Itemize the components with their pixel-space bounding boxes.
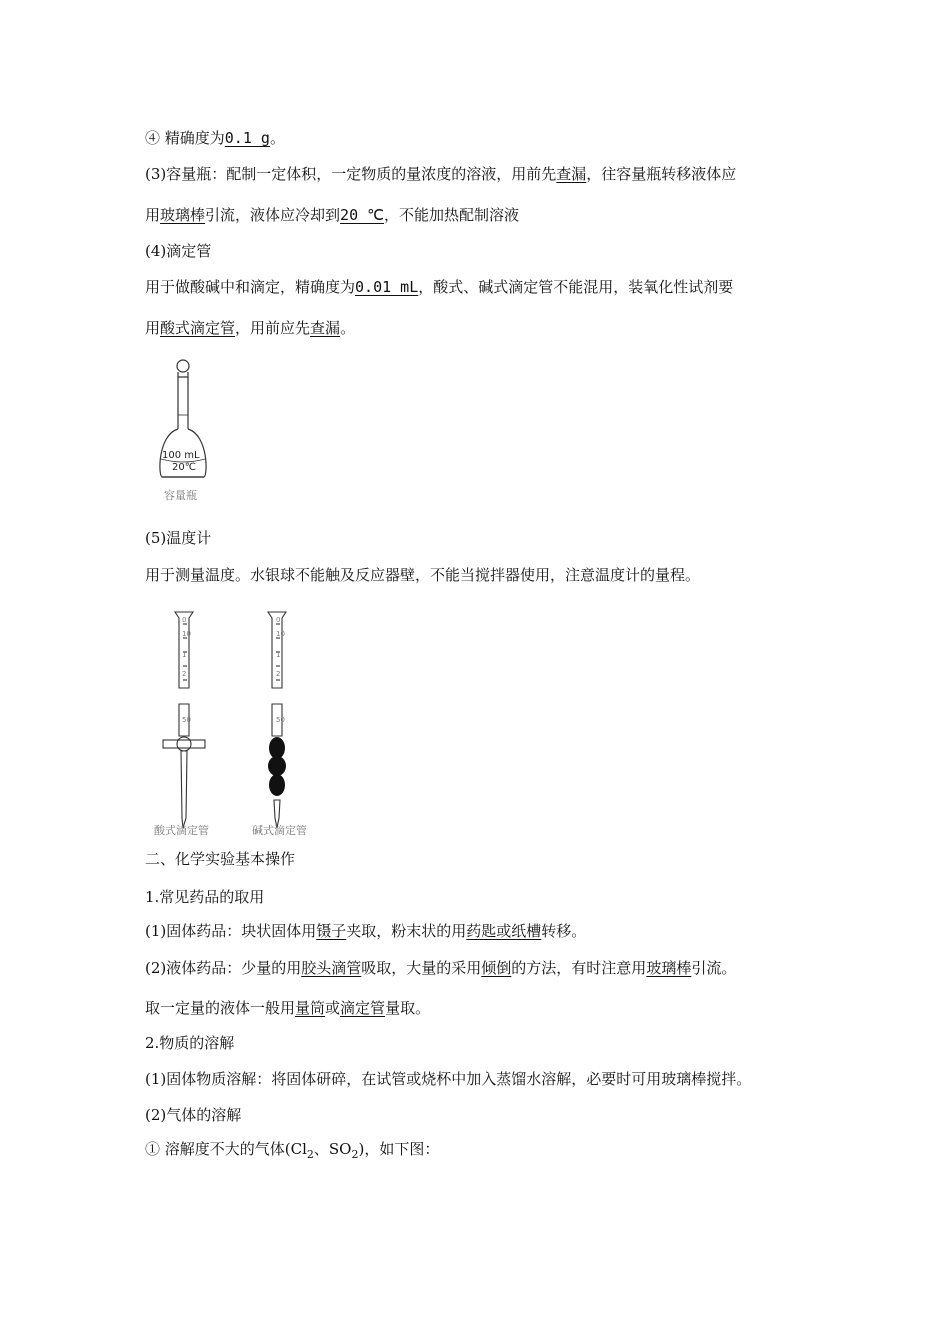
solid-reagent-line (145, 920, 586, 942)
subsection-heading: 1.常见药品的取用 (145, 888, 265, 906)
text-segment: 吸取，大量的采用 (361, 959, 482, 977)
answer-blank: 查漏 (556, 165, 587, 183)
text-segment: 引流，液体应冷却到 (205, 206, 341, 224)
base-burette-tick-label: 1 (276, 651, 281, 659)
answer-blank: 玻璃棒 (646, 959, 692, 977)
text-segment: (3)容量瓶：配制一定体积，一定物质的量浓度的溶液，用前先 (145, 165, 557, 183)
gas-dissolve-heading: (2)气体的溶解 (145, 1106, 242, 1124)
subsection-heading-2: 2.物质的溶解 (145, 1034, 235, 1052)
answer-blank: 镊子 (316, 922, 347, 940)
flask-stopper-neck (178, 372, 188, 377)
acid-burette-caption: 酸式滴定管 (154, 824, 209, 837)
subscript: 2 (306, 1148, 314, 1161)
text-segment: 取一定量的液体一般用 (145, 999, 296, 1017)
answer-blank: 药匙或纸槽 (466, 922, 542, 940)
text-segment: 用于做酸碱中和滴定，精确度为 (145, 278, 356, 296)
text-segment: ，用前应先 (235, 319, 311, 337)
answer-blank: 0.01 mL (355, 278, 419, 296)
text-segment: )，如下图： (358, 1140, 440, 1158)
text-segment: ① 溶解度不大的气体(Cl (145, 1140, 307, 1158)
base-burette-tick-label: 50 (276, 716, 285, 724)
text-segment: ，往容量瓶转移液体应 (586, 165, 737, 183)
acid-stopcock-handle (163, 740, 205, 748)
answer-blank: 0.1 g (224, 129, 270, 147)
text-segment: 的方法，有时注意用 (511, 959, 647, 977)
measure-liquid-line (145, 997, 430, 1019)
thermometer-line: 用于测量温度。水银球不能触及反应器壁，不能当搅拌器使用，注意温度计的量程。 (145, 566, 701, 584)
answer-blank: 查漏 (310, 319, 341, 337)
acid-burette-tick-label: 0 (182, 616, 187, 624)
text-segment: (1)固体药品：块状固体用 (145, 922, 317, 940)
text-segment: 用 (145, 206, 161, 224)
text-segment: 量取。 (385, 999, 431, 1017)
thermometer-heading: (5)温度计 (145, 529, 212, 547)
volumetric-flask-line-2 (145, 204, 519, 226)
acid-burette-tick-label: 2 (182, 670, 187, 678)
answer-blank: 胶头滴管 (301, 959, 362, 977)
base-burette-tick-label: 2 (276, 670, 281, 678)
answer-blank: 20 ℃ (340, 206, 384, 224)
answer-blank: 玻璃棒 (160, 206, 206, 224)
text-segment: 夹取，粉末状的用 (346, 922, 467, 940)
acid-burette-tick-label: 10 (182, 630, 191, 638)
section-heading: 二、化学实验基本操作 (145, 850, 296, 868)
text-segment: 或 (325, 999, 341, 1017)
text-segment: 、SO (313, 1140, 352, 1158)
acid-burette-tick-label: 1 (182, 651, 187, 659)
flask-neck (178, 377, 188, 429)
answer-blank: 酸式滴定管 (160, 319, 236, 337)
base-rubber-tube-2 (268, 756, 286, 776)
burette-heading: (4)滴定管 (145, 242, 212, 260)
base-rubber-tube-1 (269, 737, 285, 759)
flask-mark-volume: 100 mL (162, 450, 200, 461)
burette-line (145, 276, 733, 298)
solid-dissolve-line: (1)固体物质溶解：将固体研碎，在试管或烧杯中加入蒸馏水溶解，必要时可用玻璃棒搅拌。 (145, 1070, 752, 1088)
text-segment: (2)液体药品：少量的用 (145, 959, 302, 977)
text-segment: 转移。 (541, 922, 587, 940)
acid-tip (181, 751, 187, 828)
answer-blank: 滴定管 (340, 999, 386, 1017)
text-segment: ④ 精确度为 (145, 129, 225, 147)
acid-stopcock (177, 737, 191, 751)
precision-line (145, 127, 285, 149)
volumetric-flask-line (145, 163, 736, 185)
burette-line-2 (145, 317, 355, 339)
base-burette-tick-label: 0 (276, 616, 281, 624)
text-segment: 用 (145, 319, 161, 337)
text-segment: 引流。 (691, 959, 737, 977)
flask-mark-temp: 20℃ (172, 462, 196, 473)
text-segment: 。 (269, 129, 285, 147)
subscript: 2 (351, 1148, 359, 1161)
base-burette-tick-label: 10 (276, 630, 285, 638)
answer-blank: 倾倒 (481, 959, 512, 977)
gas-dissolve-line (145, 1138, 439, 1166)
text-segment: 。 (340, 319, 356, 337)
base-burette-caption: 碱式滴定管 (252, 824, 307, 837)
acid-burette-tick-label: 50 (182, 716, 191, 724)
text-segment: ，酸式、碱式滴定管不能混用，装氧化性试剂要 (418, 278, 734, 296)
text-segment: ，不能加热配制溶液 (384, 206, 520, 224)
base-rubber-tube-3 (269, 774, 285, 796)
answer-blank: 量筒 (295, 999, 326, 1017)
flask-caption: 容量瓶 (164, 489, 197, 502)
flask-stopper (177, 360, 189, 372)
liquid-reagent-line (145, 957, 736, 979)
volumetric-flask-figure (150, 355, 220, 505)
